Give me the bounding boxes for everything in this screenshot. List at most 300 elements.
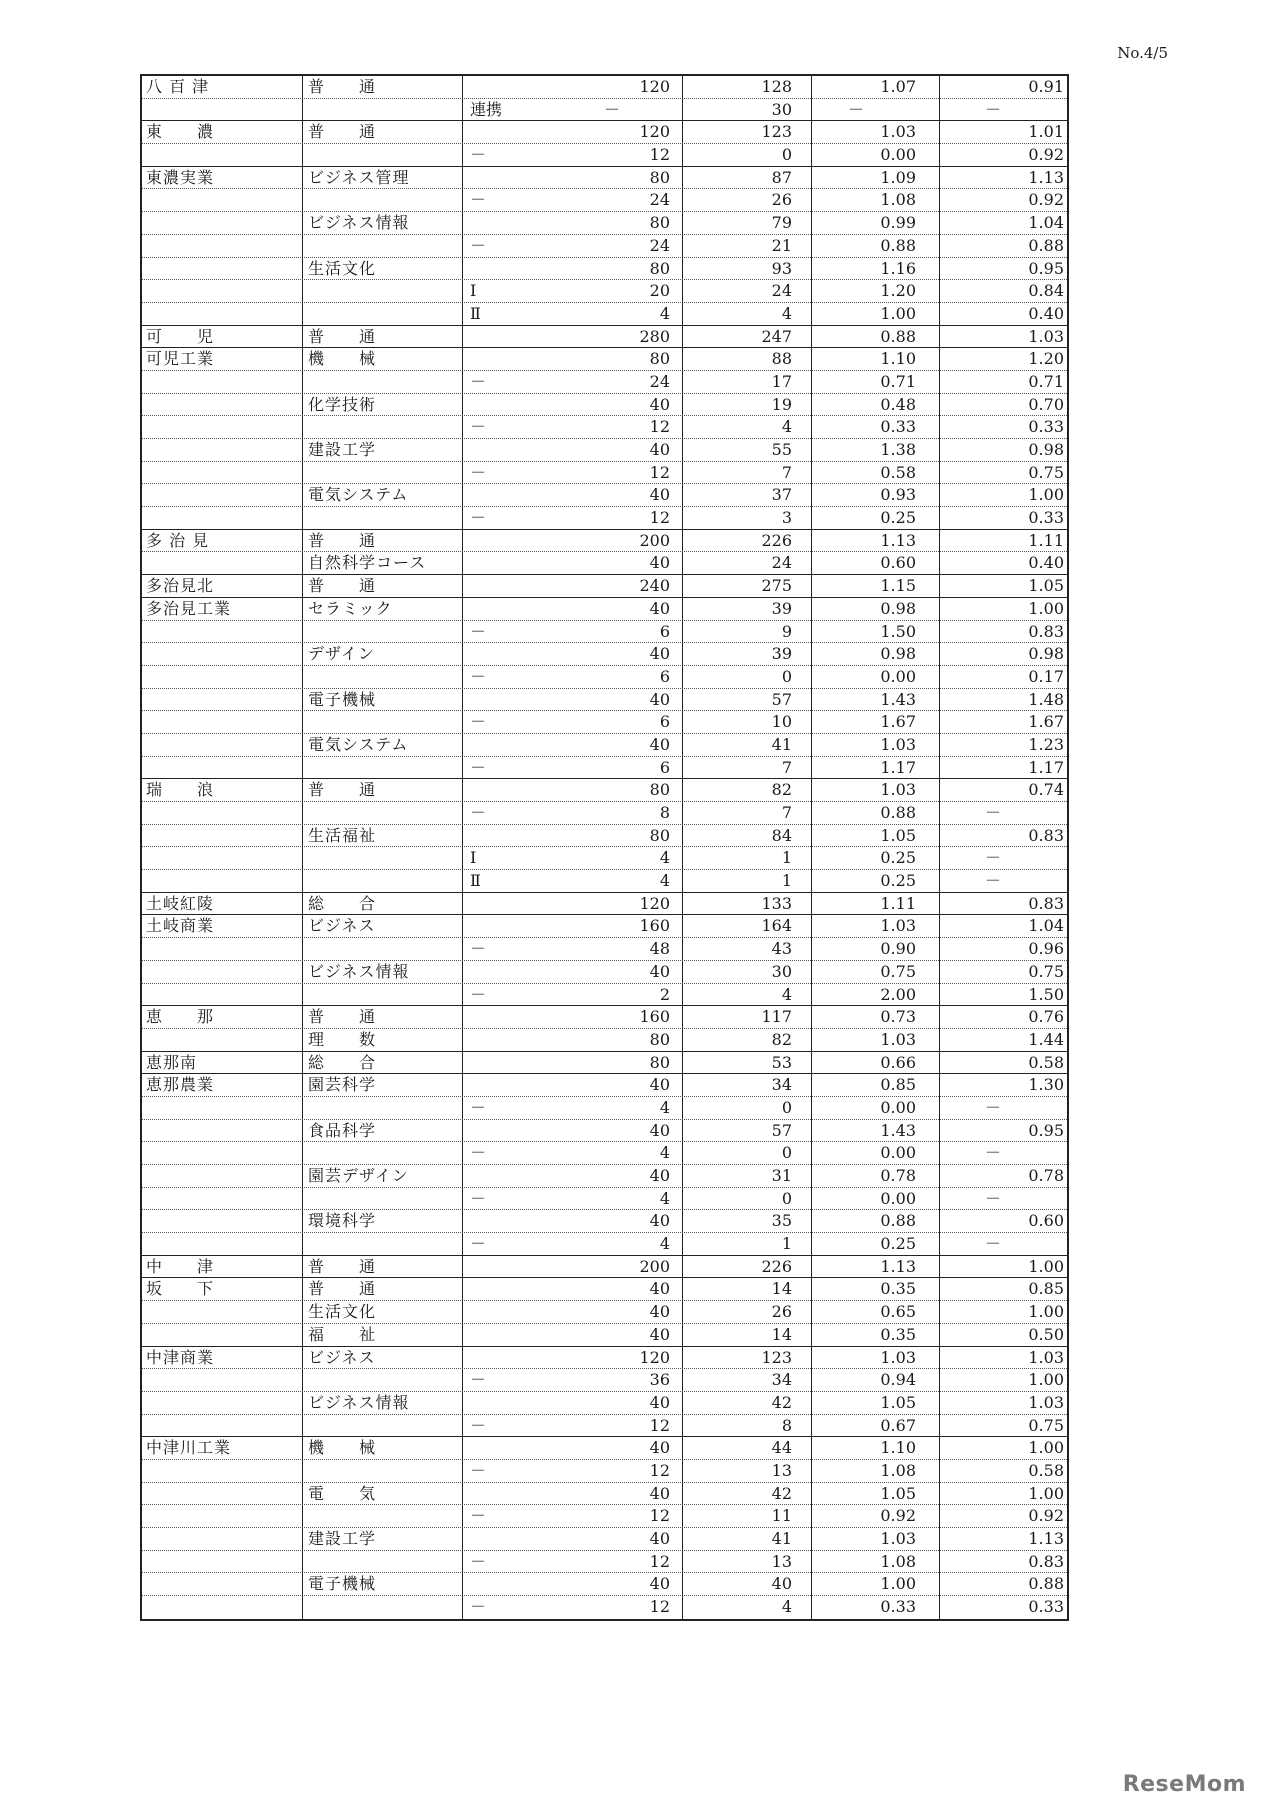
prev-ratio-value: 1.05 <box>1028 576 1064 596</box>
school-name <box>146 1097 302 1119</box>
department-name: 電気システム <box>308 485 409 505</box>
school-name <box>146 1392 302 1414</box>
prev-ratio-value: 0.17 <box>1028 666 1064 686</box>
school-name <box>146 1165 302 1187</box>
resemom-watermark: ReseMom <box>1122 1772 1246 1797</box>
ratio-value: 1.00 <box>880 303 916 323</box>
ratio-value: 1.03 <box>880 734 916 754</box>
applicants-value: 82 <box>771 780 792 800</box>
school-name <box>146 984 302 1006</box>
school-name: 可児工業 <box>146 349 215 369</box>
table-row <box>142 552 1067 575</box>
applicants-value: 30 <box>771 99 792 119</box>
table-row <box>142 734 1067 757</box>
prev-ratio-value: 0.76 <box>1028 1007 1064 1027</box>
prev-ratio-value: 1.00 <box>1028 1256 1064 1276</box>
prev-ratio-value: 0.84 <box>1028 281 1064 301</box>
applicants-value: 44 <box>771 1438 792 1458</box>
school-name <box>146 1029 302 1051</box>
prev-ratio-value: 0.91 <box>1028 77 1064 96</box>
department-name <box>308 1596 452 1619</box>
capacity-value: 240 <box>639 576 670 596</box>
table-row <box>142 893 1067 916</box>
department-name <box>308 938 452 960</box>
ratio-value: 0.25 <box>880 871 916 891</box>
prev-ratio-value: 0.98 <box>1028 440 1064 459</box>
prev-ratio-value: 0.58 <box>1028 1052 1064 1072</box>
applicants-value: 26 <box>771 1302 792 1322</box>
sub-category-label: － <box>470 1188 487 1208</box>
applicants-value: 93 <box>771 258 792 278</box>
school-name: 瑞 浪 <box>146 780 215 800</box>
department-name: 普 通 <box>308 77 377 96</box>
school-name <box>146 1483 302 1505</box>
school-name <box>146 961 302 983</box>
ratio-value: 0.85 <box>880 1075 916 1095</box>
department-name: 生活文化 <box>308 1302 377 1322</box>
ratio-value: 1.05 <box>880 1483 916 1503</box>
department-name: 園芸デザイン <box>308 1166 409 1185</box>
school-name <box>146 847 302 869</box>
sub-category-label: － <box>470 190 487 210</box>
table-row <box>142 961 1067 984</box>
prev-ratio-value: 1.17 <box>1028 757 1064 777</box>
department-name <box>308 847 452 869</box>
prev-ratio-value: 0.50 <box>1028 1324 1064 1344</box>
prev-ratio-value: 1.00 <box>1028 1302 1064 1322</box>
school-name <box>146 484 302 506</box>
department-name: セラミック <box>308 598 393 618</box>
ratio-value: 0.00 <box>880 666 916 686</box>
applicants-value: 0 <box>781 1097 792 1117</box>
applicants-value: 4 <box>781 984 792 1004</box>
prev-ratio-value: 0.92 <box>1028 145 1064 165</box>
applicants-value: 24 <box>771 553 792 573</box>
applicants-value: 1 <box>781 848 792 868</box>
capacity-value: 4 <box>659 1234 670 1254</box>
ratio-value: 1.03 <box>880 916 916 936</box>
capacity-value: 40 <box>649 485 670 505</box>
prev-ratio-value: 0.78 <box>1028 1166 1064 1185</box>
applicants-value: 37 <box>771 485 792 505</box>
prev-ratio-value: 0.75 <box>1028 462 1064 482</box>
applicants-value: 17 <box>771 371 792 391</box>
school-name <box>146 235 302 257</box>
sub-category-label: Ⅰ <box>470 848 477 868</box>
applicants-value: 57 <box>771 1120 792 1140</box>
department-name: 福 祉 <box>308 1324 377 1344</box>
capacity-value: 40 <box>649 734 670 754</box>
applicants-value: 34 <box>771 1370 792 1390</box>
sub-category-label: － <box>470 1143 487 1163</box>
capacity-value: 12 <box>649 1597 670 1617</box>
department-name <box>308 1415 452 1437</box>
department-name: ビジネス情報 <box>308 961 410 981</box>
capacity-value: 36 <box>649 1370 670 1390</box>
capacity-value: 6 <box>659 757 670 777</box>
department-name: 総 合 <box>308 1052 377 1072</box>
applicants-value: 7 <box>781 462 792 482</box>
prev-ratio-value: 0.92 <box>1028 190 1064 210</box>
table-row <box>142 144 1067 167</box>
prev-ratio-value: 0.40 <box>1028 553 1064 573</box>
table-row <box>142 326 1067 349</box>
school-name: 恵那農業 <box>146 1075 215 1095</box>
school-name <box>146 757 302 779</box>
capacity-value: 12 <box>649 462 670 482</box>
department-name <box>308 507 452 529</box>
prev-ratio-value: 1.03 <box>1028 1392 1064 1412</box>
school-name <box>146 1528 302 1550</box>
capacity-value: 40 <box>649 553 670 573</box>
capacity-value: 4 <box>659 871 670 891</box>
capacity-value: 40 <box>649 1574 670 1594</box>
table-row <box>142 1437 1067 1460</box>
school-name: 中津川工業 <box>146 1438 232 1458</box>
page-number: No.4/5 <box>1117 44 1168 62</box>
table-row <box>142 1188 1067 1211</box>
department-name: 普 通 <box>308 122 377 142</box>
prev-ratio-value: 1.03 <box>1028 1347 1064 1367</box>
prev-ratio-value: 0.74 <box>1028 780 1064 800</box>
capacity-value: 80 <box>649 349 670 369</box>
applicants-value: 26 <box>771 190 792 210</box>
ratio-value: 0.33 <box>880 1597 916 1617</box>
department-name: 機 械 <box>308 349 377 369</box>
school-name <box>146 1415 302 1437</box>
capacity-value: 40 <box>649 961 670 981</box>
department-name <box>308 144 452 166</box>
sub-category-label: 連携 <box>470 99 503 119</box>
applicants-value: 34 <box>771 1075 792 1095</box>
department-name: 普 通 <box>308 1256 377 1276</box>
applicants-value: 31 <box>771 1166 792 1185</box>
school-name <box>146 1188 302 1210</box>
capacity-value: 40 <box>649 644 670 664</box>
capacity-value: 40 <box>649 1302 670 1322</box>
school-name <box>146 1210 302 1232</box>
table-row <box>142 462 1067 485</box>
sub-category-label: － <box>470 235 487 255</box>
department-name: 電 気 <box>308 1483 377 1503</box>
applicants-value: 164 <box>761 916 792 936</box>
school-name: 土岐商業 <box>146 916 215 936</box>
table-row <box>142 507 1067 530</box>
prev-ratio-value: 0.60 <box>1028 1211 1064 1231</box>
department-name: ビジネス情報 <box>308 1392 410 1412</box>
prev-ratio-value: 0.85 <box>1028 1279 1064 1299</box>
capacity-value: 40 <box>649 1211 670 1231</box>
sub-category-label: － <box>470 417 487 437</box>
table-row <box>142 621 1067 644</box>
sub-category-label: － <box>470 145 487 165</box>
department-name: ビジネス <box>308 1347 376 1367</box>
ratio-value: 0.00 <box>880 1143 916 1163</box>
applicants-value: 40 <box>771 1574 792 1594</box>
applicants-value: 14 <box>771 1324 792 1344</box>
applicants-value: 43 <box>771 939 792 959</box>
department-name: 電子機械 <box>308 1574 377 1594</box>
sub-category-label: － <box>470 984 487 1004</box>
ratio-value: 0.71 <box>880 371 916 391</box>
school-name <box>146 1233 302 1255</box>
capacity-value: － <box>603 99 620 119</box>
department-name <box>308 416 452 438</box>
sub-category-label: － <box>470 757 487 777</box>
ratio-value: 0.67 <box>880 1415 916 1435</box>
table-row <box>142 371 1067 394</box>
ratio-value: 0.92 <box>880 1506 916 1526</box>
table-row <box>142 212 1067 235</box>
ratio-value: 0.48 <box>880 394 916 414</box>
department-name <box>308 1551 452 1573</box>
sub-category-label: － <box>470 939 487 959</box>
capacity-value: 40 <box>649 1392 670 1412</box>
department-name: 総 合 <box>308 893 377 913</box>
capacity-value: 12 <box>649 1460 670 1480</box>
ratio-value: 1.43 <box>880 689 916 709</box>
school-name <box>146 1596 302 1619</box>
ratio-value: 0.90 <box>880 939 916 959</box>
table-row <box>142 1142 1067 1165</box>
table-row <box>142 711 1067 734</box>
applicants-value: 128 <box>761 77 792 96</box>
table-row <box>142 575 1067 598</box>
school-name <box>146 870 302 892</box>
school-name: 中 津 <box>146 1256 215 1276</box>
applicants-value: 0 <box>781 145 792 165</box>
prev-ratio-value: 0.75 <box>1028 961 1064 981</box>
table-row <box>142 1596 1067 1619</box>
ratio-value: 0.00 <box>880 1097 916 1117</box>
department-name <box>308 621 452 643</box>
school-name <box>146 99 302 121</box>
applicants-value: 79 <box>771 213 792 233</box>
ratio-value: 0.88 <box>880 326 916 346</box>
prev-ratio-value: 1.50 <box>1028 984 1064 1004</box>
department-name: 環境科学 <box>308 1211 377 1231</box>
applicants-value: 0 <box>781 1188 792 1208</box>
department-name: 機 械 <box>308 1438 377 1458</box>
table-row <box>142 779 1067 802</box>
ratio-value: 1.11 <box>880 893 916 913</box>
capacity-value: 80 <box>649 213 670 233</box>
capacity-value: 120 <box>639 1347 670 1367</box>
prev-ratio-value: 1.00 <box>1028 1438 1064 1458</box>
prev-ratio-value: 1.13 <box>1028 167 1064 187</box>
prev-ratio-value: 1.00 <box>1028 485 1064 505</box>
table-row <box>142 757 1067 780</box>
applicants-value: 4 <box>781 1597 792 1617</box>
table-row <box>142 1097 1067 1120</box>
department-name <box>308 1188 452 1210</box>
department-name: デザイン <box>308 644 375 664</box>
school-name <box>146 825 302 847</box>
applicants-value: 82 <box>771 1029 792 1049</box>
school-name <box>146 1573 302 1595</box>
capacity-value: 2 <box>659 984 670 1004</box>
ratio-value: 0.93 <box>880 485 916 505</box>
table-row <box>142 1165 1067 1188</box>
applicants-value: 7 <box>781 757 792 777</box>
applicants-value: 0 <box>781 666 792 686</box>
applicants-value: 1 <box>781 1234 792 1254</box>
table-row <box>142 870 1067 893</box>
ratio-value: 0.35 <box>880 1279 916 1299</box>
applicants-value: 117 <box>761 1007 792 1027</box>
department-name: 普 通 <box>308 326 377 346</box>
school-name: 多 治 見 <box>146 530 210 550</box>
table-row <box>142 189 1067 212</box>
prev-ratio-value: 1.03 <box>1028 326 1064 346</box>
department-name <box>308 235 452 257</box>
capacity-value: 4 <box>659 1188 670 1208</box>
ratio-value: 1.13 <box>880 1256 916 1276</box>
applicants-value: 4 <box>781 417 792 437</box>
sub-category-label: － <box>470 803 487 822</box>
table-row <box>142 1029 1067 1052</box>
school-name <box>146 144 302 166</box>
department-name <box>308 1097 452 1119</box>
sub-category-label: － <box>470 371 487 391</box>
table-row <box>142 1505 1067 1528</box>
sub-category-label: － <box>470 1097 487 1117</box>
table-row <box>142 1210 1067 1233</box>
prev-ratio-value: 0.33 <box>1028 1597 1064 1617</box>
school-name <box>146 416 302 438</box>
capacity-value: 40 <box>649 1279 670 1299</box>
table-row <box>142 439 1067 462</box>
school-name <box>146 371 302 393</box>
ratio-value: 1.50 <box>880 621 916 641</box>
table-row <box>142 530 1067 553</box>
department-name: 建設工学 <box>308 1529 377 1548</box>
table-row <box>142 1483 1067 1506</box>
department-name: 生活文化 <box>308 258 377 278</box>
table-row <box>142 643 1067 666</box>
school-name: 坂 下 <box>146 1279 215 1299</box>
table-row <box>142 348 1067 371</box>
capacity-value: 6 <box>659 666 670 686</box>
table-row <box>142 825 1067 848</box>
department-name: ビジネス情報 <box>308 213 410 233</box>
ratio-value: 0.00 <box>880 1188 916 1208</box>
ratio-value: 0.65 <box>880 1302 916 1322</box>
prev-ratio-value: － <box>984 871 1001 891</box>
school-name: 中津商業 <box>146 1347 215 1367</box>
ratio-value: 0.35 <box>880 1324 916 1344</box>
applicants-value: 41 <box>771 734 792 754</box>
table-row <box>142 689 1067 712</box>
school-name: 東 濃 <box>146 122 215 142</box>
applicants-value: 19 <box>771 394 792 414</box>
ratio-value: 0.88 <box>880 235 916 255</box>
department-name: 電子機械 <box>308 689 377 709</box>
ratio-value: 1.09 <box>880 167 916 187</box>
ratio-value: 2.00 <box>880 984 916 1004</box>
table-row <box>142 1392 1067 1415</box>
table-row <box>142 121 1067 144</box>
applicants-value: 226 <box>761 1256 792 1276</box>
school-name <box>146 643 302 665</box>
table-row <box>142 1551 1067 1574</box>
school-name <box>146 1142 302 1164</box>
department-name <box>308 666 452 688</box>
sub-category-label: － <box>470 462 487 482</box>
applicants-value: 123 <box>761 1347 792 1367</box>
table-row <box>142 1074 1067 1097</box>
applicants-value: 39 <box>771 598 792 618</box>
capacity-value: 4 <box>659 303 670 323</box>
ratio-value: 1.08 <box>880 1460 916 1480</box>
capacity-value: 40 <box>649 1483 670 1503</box>
ratio-value: 0.25 <box>880 1234 916 1254</box>
capacity-value: 12 <box>649 145 670 165</box>
school-name <box>146 802 302 824</box>
prev-ratio-value: 1.67 <box>1028 712 1064 732</box>
department-name: 理 数 <box>308 1029 377 1049</box>
capacity-value: 80 <box>649 780 670 800</box>
department-name: 食品科学 <box>308 1120 377 1140</box>
department-name <box>308 280 452 302</box>
applicants-value: 88 <box>771 349 792 369</box>
department-name <box>308 462 452 484</box>
school-name: 恵 那 <box>146 1007 215 1027</box>
ratio-value: 1.13 <box>880 530 916 550</box>
department-name <box>308 303 452 325</box>
table-row <box>142 99 1067 122</box>
department-name <box>308 1142 452 1164</box>
capacity-value: 24 <box>649 190 670 210</box>
department-name: ビジネス <box>308 916 376 936</box>
table-row <box>142 598 1067 621</box>
table-row <box>142 1324 1067 1347</box>
sub-category-label: － <box>470 508 487 528</box>
admission-ratio-table <box>140 74 1069 1621</box>
capacity-value: 80 <box>649 258 670 278</box>
capacity-value: 120 <box>639 77 670 96</box>
ratio-value: 0.00 <box>880 145 916 165</box>
capacity-value: 20 <box>649 281 670 301</box>
capacity-value: 8 <box>659 803 670 822</box>
capacity-value: 40 <box>649 394 670 414</box>
table-row <box>142 847 1067 870</box>
department-name <box>308 99 452 121</box>
prev-ratio-value: － <box>984 1234 1001 1254</box>
capacity-value: 80 <box>649 825 670 845</box>
applicants-value: 133 <box>761 893 792 913</box>
sub-category-label: － <box>470 1234 487 1254</box>
school-name <box>146 1120 302 1142</box>
prev-ratio-value: 1.00 <box>1028 1483 1064 1503</box>
capacity-value: 6 <box>659 621 670 641</box>
applicants-value: 14 <box>771 1279 792 1299</box>
table-row <box>142 1528 1067 1551</box>
department-name: 自然科学コース <box>308 553 427 573</box>
prev-ratio-value: 1.04 <box>1028 916 1064 936</box>
table-row <box>142 167 1067 190</box>
ratio-value: 0.98 <box>880 598 916 618</box>
ratio-value: 0.99 <box>880 213 916 233</box>
table-row <box>142 1278 1067 1301</box>
ratio-value: 1.03 <box>880 1029 916 1049</box>
capacity-value: 280 <box>639 326 670 346</box>
applicants-value: 13 <box>771 1460 792 1480</box>
school-name <box>146 666 302 688</box>
prev-ratio-value: 0.75 <box>1028 1415 1064 1435</box>
sub-category-label: － <box>470 1551 487 1571</box>
prev-ratio-value: 0.95 <box>1028 258 1064 278</box>
